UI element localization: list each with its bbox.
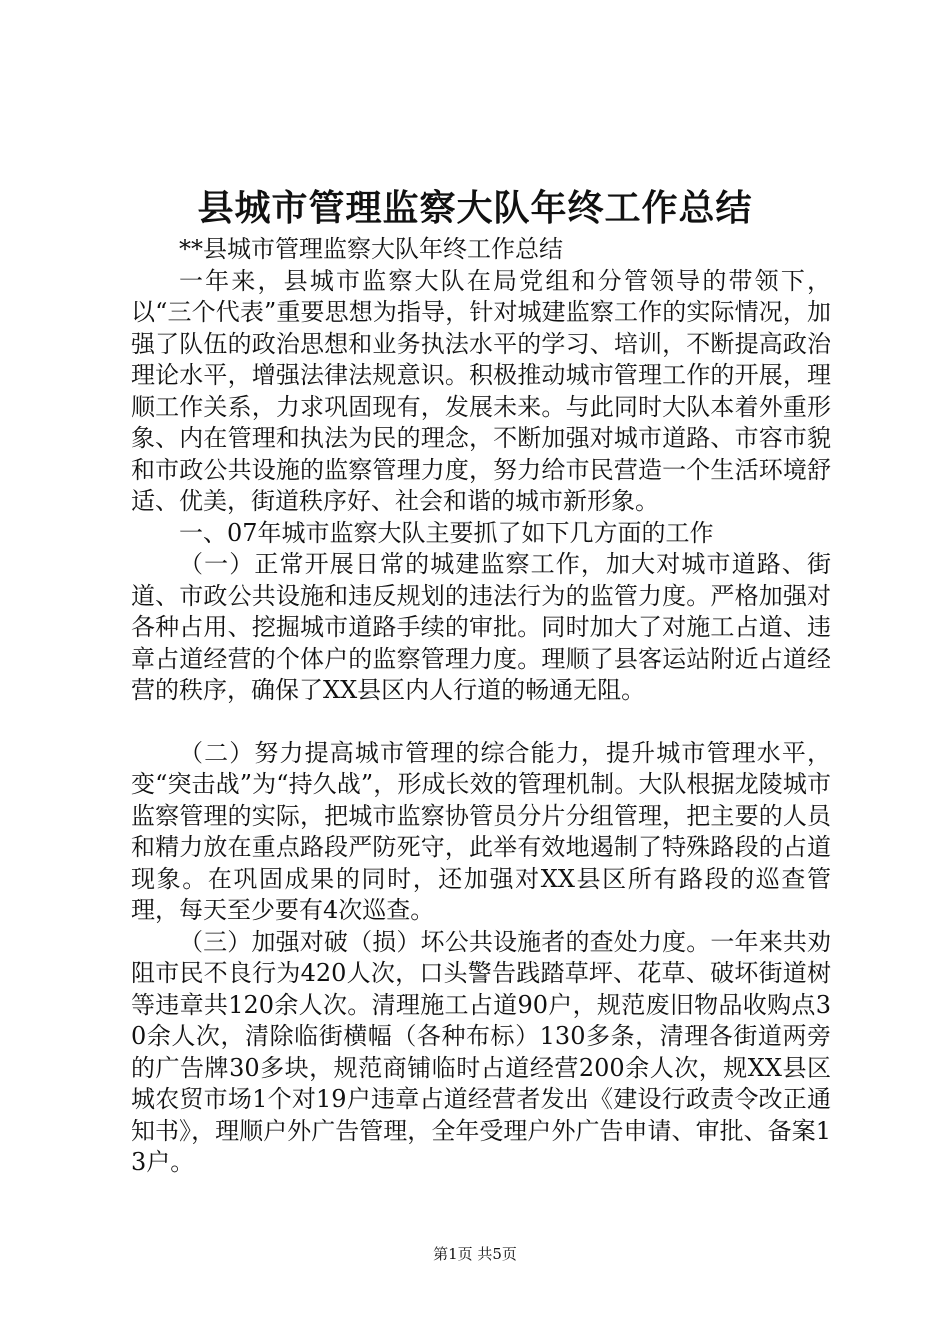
section-heading: 一、07年城市监察大队主要抓了如下几方面的工作	[179, 518, 714, 547]
body-paragraph: （二）努力提高城市管理的综合能力，提升城市管理水平，变“突击战”为“持久战”，形成长效的管理机制。大队根据龙陵城市监察管理的实际，把城市监察协管员分片分组管理，把主要的人员和精力放在重点路段严防死守，此举有效地遏制了特殊路段的占道现象。在巩固成果的同时，还加强对XX县区所有路段的巡查管理，每天至少要有4次巡查。	[131, 738, 831, 924]
intro-paragraph: 一年来，县城市监察大队在局党组和分管领导的带领下，以“三个代表”重要思想为指导，针对城建监察工作的实际情况，加强了队伍的政治思想和业务执法水平的学习、培训，不断提高政治理论水平，增强法律法规意识。积极推动城市管理工作的开展，理顺工作关系，力求巩固现有，发展未来。与此同时大队本着外重形象、内在管理和执法为民的理念，不断加强对城市道路、市容市貌和市政公共设施的监察管理力度，努力给市民营造一个生活环境舒适、优美，街道秩序好、社会和谐的城市新形象。	[131, 266, 831, 515]
document-title: 县城市管理监察大队年终工作总结	[197, 188, 753, 229]
document-body	[131, 234, 831, 1179]
body-paragraph: （三）加强对破（损）坏公共设施者的查处力度。一年来共劝阻市民不良行为420人次，口头警告践踏草坪、花草、破坏街道树等违章共120余人次。清理施工占道90户，规范废旧物品收购点30余人次，清除临街横幅（各种布标）130多条，清理各街道两旁的广告牌30多块，规范商铺临时占道经营200余人次，规XX县区城农贸市场1个对19户违章占道经营者发出《建设行政责令改正通知书》，理顺户外广告管理，全年受理户外广告申请、审批、备案13户。	[131, 927, 831, 1176]
page-footer: 第1页 共5页	[433, 1245, 517, 1263]
body-paragraph: （一）正常开展日常的城建监察工作，加大对城市道路、街道、市政公共设施和违反规划的违法行为的监管力度。严格加强对各种占用、挖掘城市道路手续的审批。同时加大了对施工占道、违章占道经营的个体户的监察管理力度。理顺了县客运站附近占道经营的秩序，确保了XX县区内人行道的畅通无阻。	[131, 550, 831, 704]
subtitle-paragraph: **县城市管理监察大队年终工作总结	[179, 235, 563, 263]
